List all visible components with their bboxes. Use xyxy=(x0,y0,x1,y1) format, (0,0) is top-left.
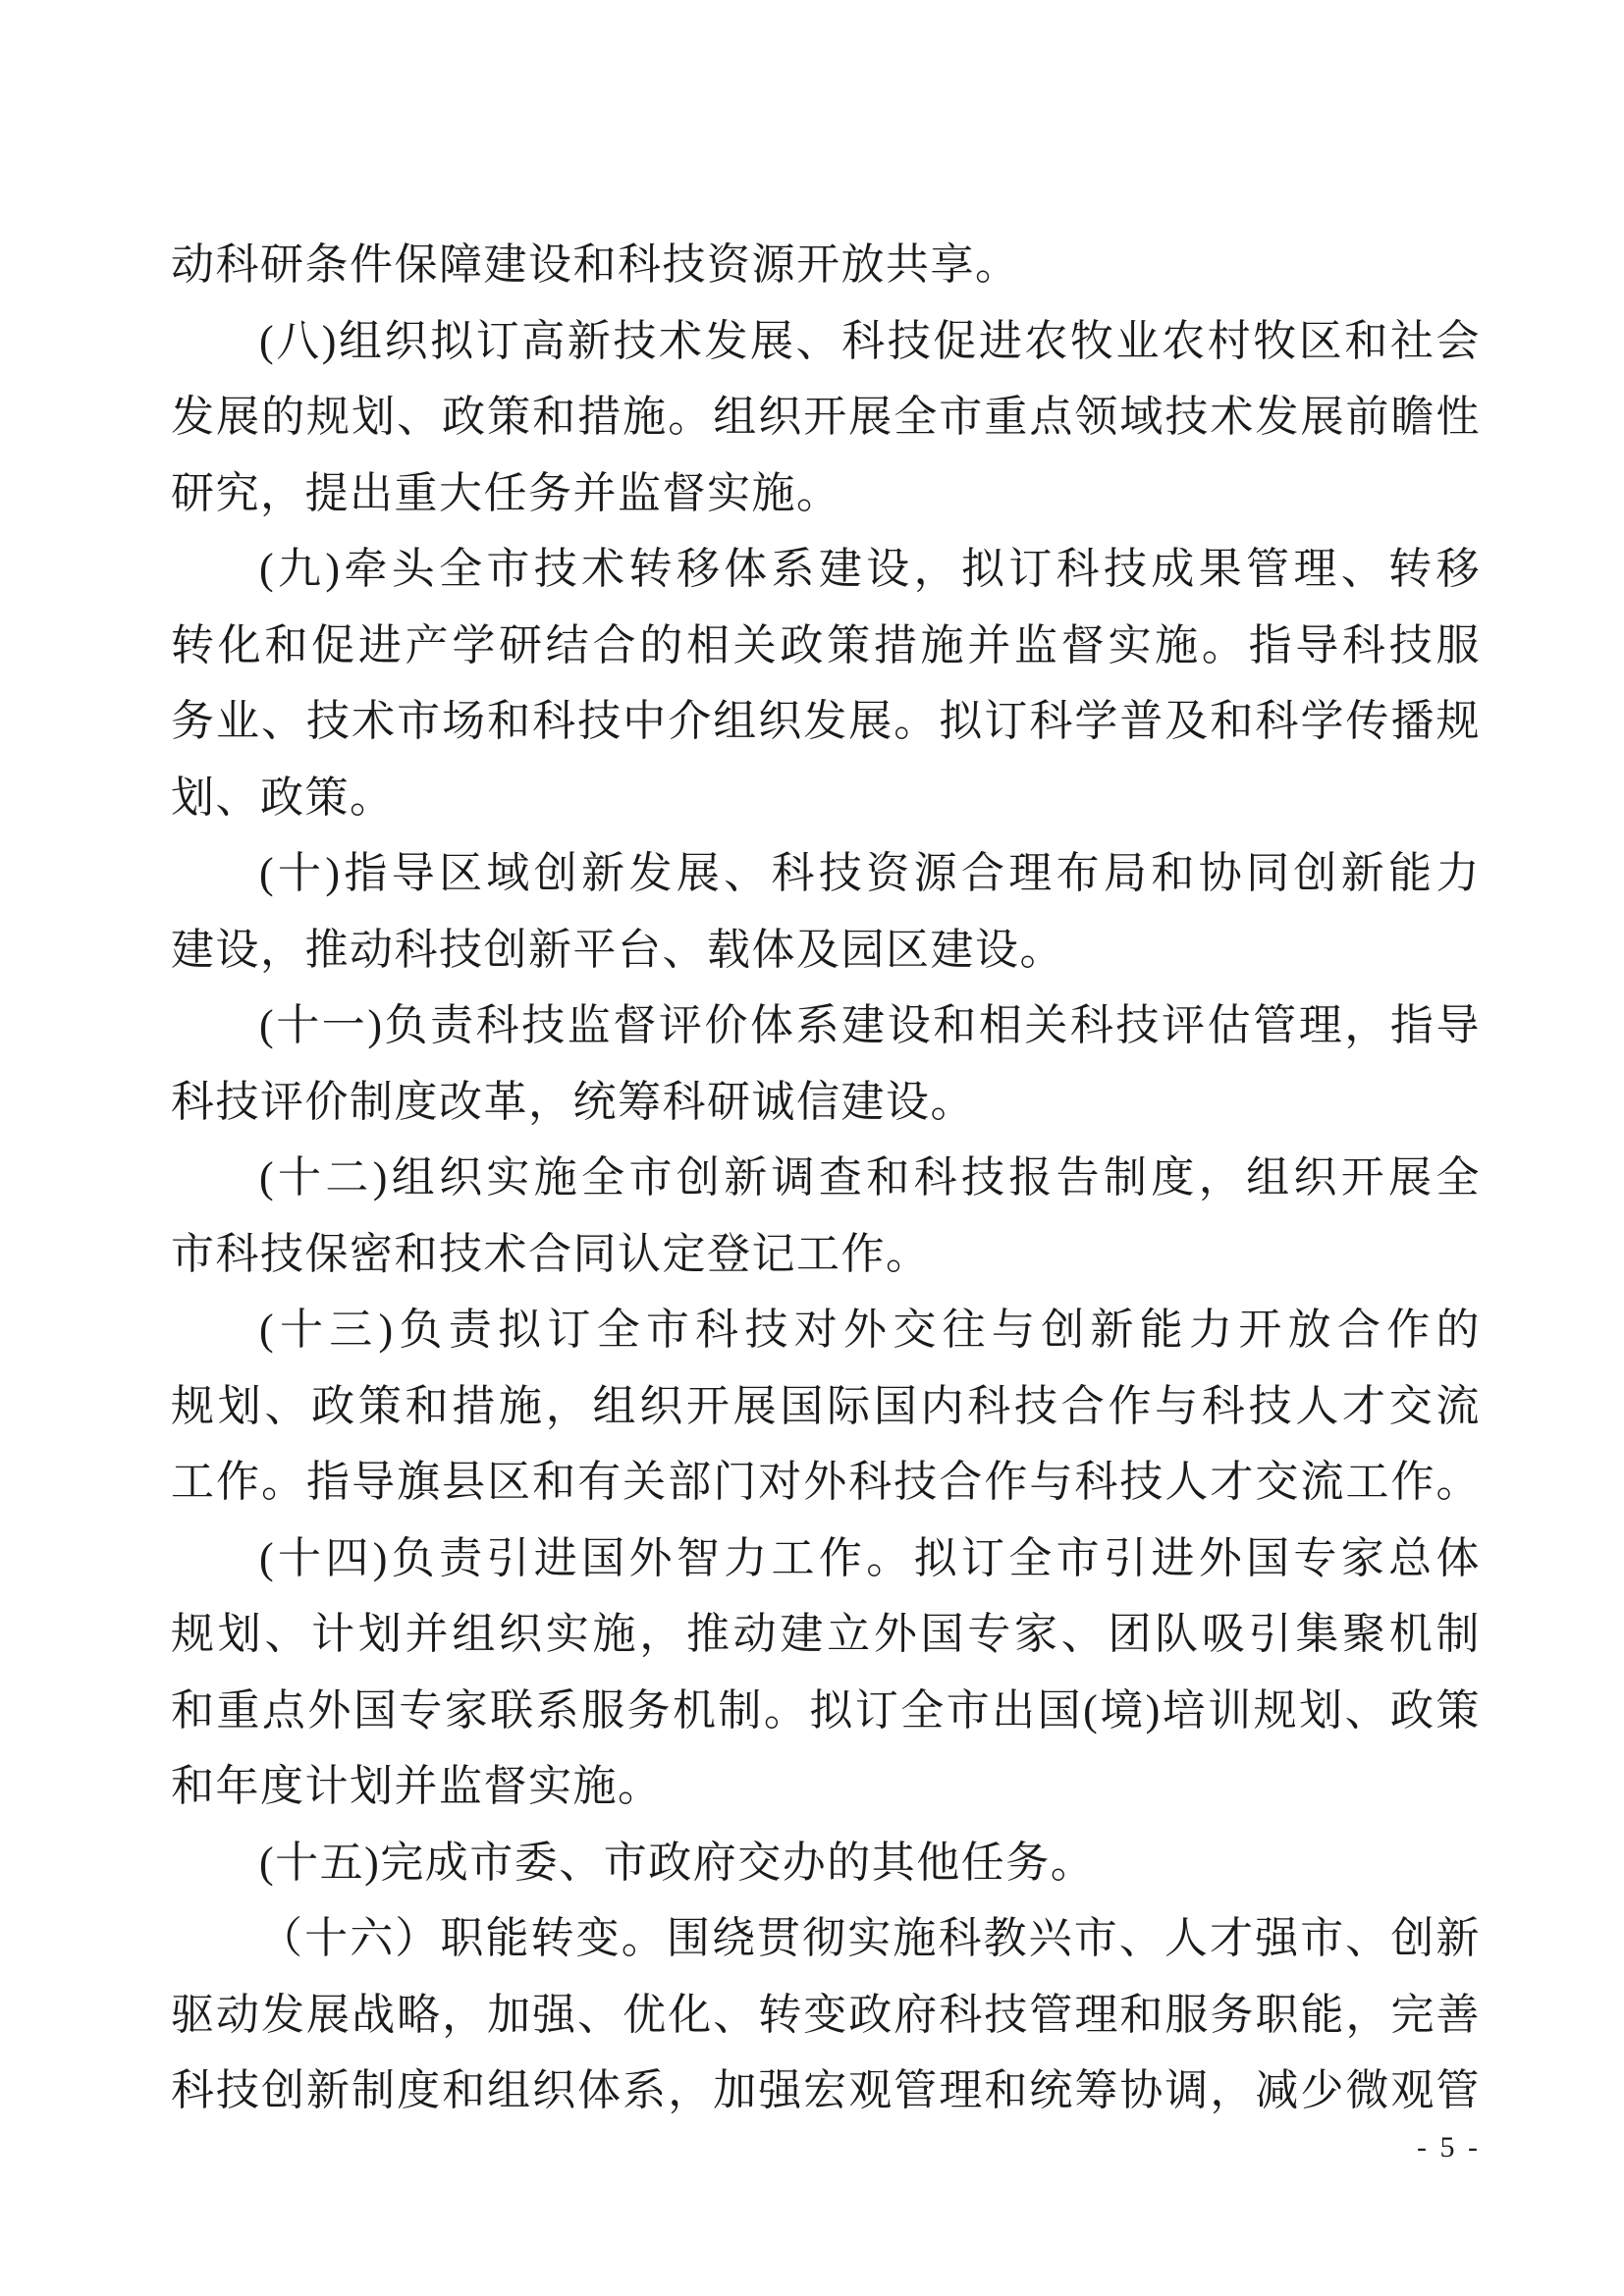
document-body xyxy=(171,227,1481,2129)
text-line: 市科技保密和技术合同认定登记工作。 xyxy=(171,1229,931,1278)
text-line: (十四)负责引进国外智力工作。拟订全市引进外国专家总体 xyxy=(259,1533,1481,1582)
text-line: (十五)完成市委、市政府交办的其他任务。 xyxy=(259,1838,1096,1887)
text-line: 务业、技术市场和科技中介组织发展。拟订科学普及和科学传播规 xyxy=(171,697,1481,745)
text-line: (十)指导区域创新发展、科技资源合理布局和协同创新能力 xyxy=(259,849,1481,897)
text-line: (八)组织拟订高新技术发展、科技促进农牧业农村牧区和社会 xyxy=(259,316,1481,365)
text-line: (十二)组织实施全市创新调查和科技报告制度，组织开展全 xyxy=(259,1153,1481,1201)
text-line: 和年度计划并监督实施。 xyxy=(171,1762,663,1810)
text-line: (十三)负责拟订全市科技对外交往与创新能力开放合作的 xyxy=(259,1306,1481,1354)
text-line: 驱动发展战略，加强、优化、转变政府科技管理和服务职能，完善 xyxy=(171,1990,1481,2039)
text-line: 和重点外国专家联系服务机制。拟订全市出国(境)培训规划、政策 xyxy=(171,1685,1481,1735)
page-number: - 5 - xyxy=(1417,2131,1481,2163)
text-line: 发展的规划、政策和措施。组织开展全市重点领域技术发展前瞻性 xyxy=(171,393,1481,441)
text-line: 科技评价制度改革，统筹科研诚信建设。 xyxy=(171,1077,975,1126)
text-line: 科技创新制度和组织体系，加强宏观管理和统筹协调，减少微观管 xyxy=(171,2066,1481,2114)
text-line: (九)牵头全市技术转移体系建设，拟订科技成果管理、转移 xyxy=(259,545,1481,593)
text-line: 动科研条件保障建设和科技资源开放共享。 xyxy=(171,240,1020,289)
text-line: 规划、政策和措施，组织开展国际国内科技合作与科技人才交流 xyxy=(171,1381,1481,1430)
text-line: 建设，推动科技创新平台、载体及园区建设。 xyxy=(171,925,1064,974)
text-line: 研究，提出重大任务并监督实施。 xyxy=(171,468,841,517)
text-line: 规划、计划并组织实施，推动建立外国专家、团队吸引集聚机制 xyxy=(171,1610,1481,1658)
text-line: 转化和促进产学研结合的相关政策措施并监督实施。指导科技服 xyxy=(171,620,1481,669)
text-line: 工作。指导旗县区和有关部门对外科技合作与科技人才交流工作。 xyxy=(171,1458,1481,1506)
text-line: （十六）职能转变。围绕贯彻实施科教兴市、人才强市、创新 xyxy=(259,1914,1481,1962)
text-line: (十一)负责科技监督评价体系建设和相关科技评估管理，指导 xyxy=(259,1001,1481,1049)
text-line: 划、政策。 xyxy=(171,773,395,822)
